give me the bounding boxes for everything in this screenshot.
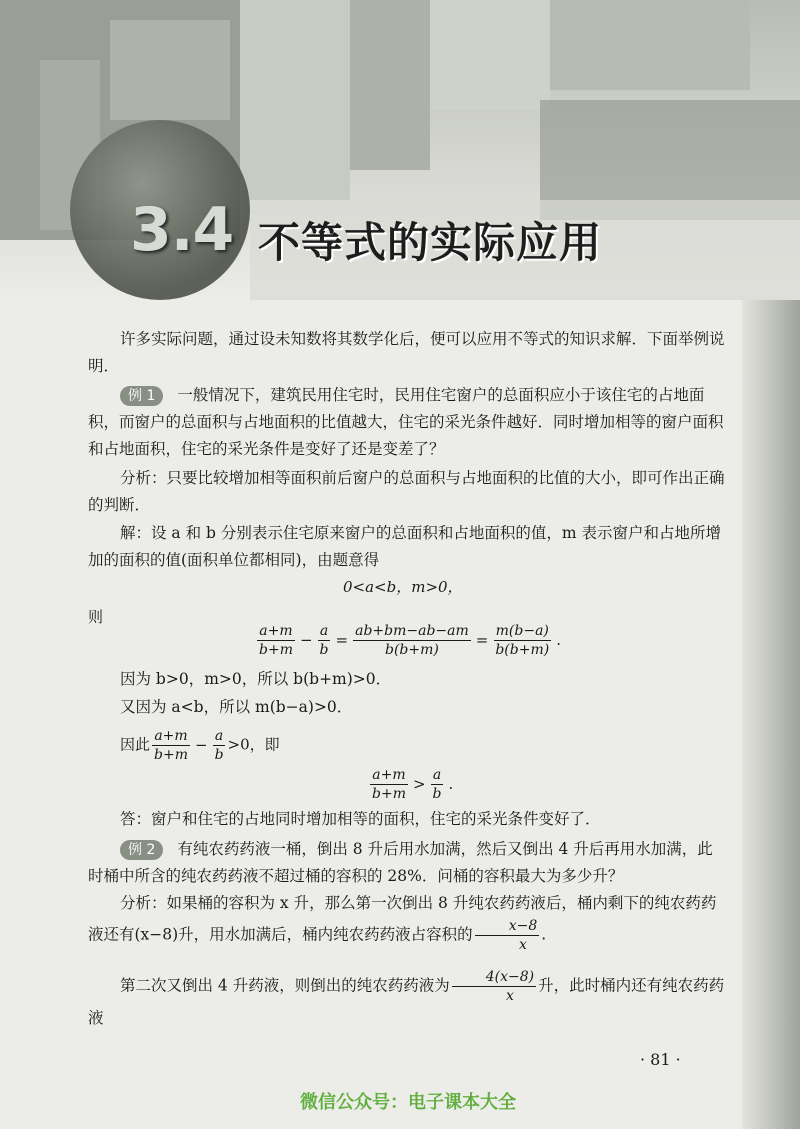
fraction: $\frac{x-8}{x}$ — [475, 917, 540, 954]
fraction: $\frac{4(x-8)}{x}$ — [452, 968, 536, 1005]
example1-analysis: 分析：只要比较增加相等面积前后窗户的总面积与占地面积的比值的大小，即可作出正确的判断． — [88, 469, 725, 514]
fraction: $\frac{a+m}{b+m}$ — [154, 728, 188, 763]
example1-answer: 答：窗户和住宅的占地同时增加相等的面积，住宅的采光条件变好了． — [120, 810, 601, 828]
fraction: $\frac{a+m}{b+m}$ — [372, 767, 406, 802]
fraction: $\frac{a}{b}$ — [214, 728, 224, 763]
example2-tag: 例 2 — [120, 840, 163, 860]
equation-main: $\frac{a+m}{b+m}$ − $\frac{a}{b}$ = $\frac{ab+bm-ab-am}{b(b+m)}$ = $\frac{m(b-a)}{b(b+m)}$ . — [259, 623, 561, 658]
example2-paragraph — [88, 836, 728, 890]
fraction: $\frac{a}{b}$ — [319, 623, 329, 658]
fraction: $\frac{a}{b}$ — [432, 767, 442, 802]
example1-text: 一般情况下，建筑民用住宅时，民用住宅窗户的总面积应小于该住宅的占地面积，而窗户的总面积与占地面积的比值越大，住宅的采光条件越好．同时增加相等的窗户面积和占地面积，住宅的采光条件是变好了还是变差了？ — [88, 386, 724, 458]
example2-analysis: 分析：如果桶的容积为 x 升，那么第一次倒出 8 升纯农药药液后，桶内剩下的纯农药药液还有(x−8)升，用水加满后，桶内纯农药药液占容积的 $\frac{x-8}{x}$ . — [88, 894, 717, 953]
section-title: 不等式的实际应用 — [258, 218, 603, 267]
because-line: 因为 b>0，m>0，所以 b(b+m)>0． — [120, 670, 392, 688]
example1-solution: 解：设 a 和 b 分别表示住宅原来窗户的总面积和占地面积的值，m 表示窗户和占地所增加的面积的值(面积单位都相同)，由题意得 — [88, 524, 721, 569]
also-line: 又因为 a<b，所以 m(b−a)>0． — [120, 698, 353, 716]
example1-paragraph — [88, 382, 728, 463]
example2-second: 第二次又倒出 4 升药液，则倒出的纯农药药液为 $\frac{4(x-8)}{x}$ 升，此时桶内还有纯农药药液 — [88, 969, 725, 1027]
section-number: 3.4 — [130, 195, 234, 265]
fraction: $\frac{a+m}{b+m}$ — [259, 623, 293, 658]
watermark: 微信公众号：电子课本大全 — [300, 1092, 516, 1113]
example1-tag: 例 1 — [120, 386, 163, 406]
condition-line: 0<a<b，m>0， — [343, 578, 463, 596]
fraction: $\frac{ab+bm-ab-am}{b(b+m)}$ — [355, 623, 469, 658]
intro-paragraph: 许多实际问题，通过设未知数将其数学化后，便可以应用不等式的知识求解．下面举例说明． — [88, 330, 725, 375]
then-label: 则 — [88, 608, 104, 626]
inequality-result: $\frac{a+m}{b+m}$ > $\frac{a}{b}$ . — [372, 767, 454, 802]
fraction: $\frac{m(b-a)}{b(b+m)}$ — [495, 623, 550, 658]
example2-text: 有纯农药药液一桶，倒出 8 升后用水加满，然后又倒出 4 升后再用水加满，此时桶中所含的纯农药药液不超过桶的容积的 28%．问桶的容积最大为多少升？ — [88, 840, 713, 885]
hence-line: 因此 $\frac{a+m}{b+m}$ − $\frac{a}{b}$ >0，即 — [120, 728, 280, 763]
page-number: · 81 · — [640, 1050, 681, 1069]
